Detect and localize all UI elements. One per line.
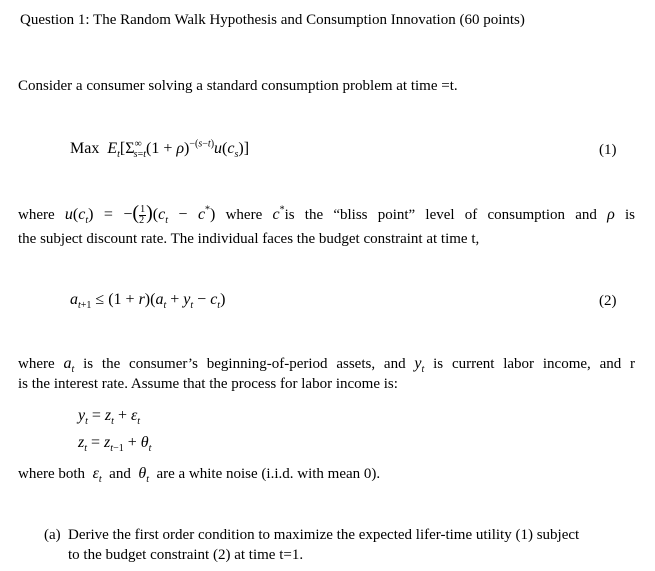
- equation-2-number: (2): [599, 293, 617, 309]
- assets-definition-line: where $a_t$ is the consumer’s beginning-of-period assets, and $y_t$ is current labor income, and r: [18, 355, 636, 376]
- part-a-line-2: to the budget constraint (2) at time t=1.: [68, 547, 304, 563]
- intro-text: Consider a consumer solving a standard consumption problem at time =t.: [18, 78, 458, 94]
- part-a-label: (a): [44, 527, 61, 543]
- equation-2: $a_{t+1} \le (1 + r)(a_t + y_t - c_t)$: [70, 291, 226, 312]
- equation-1: Max $E_t[\Sigma^\infty_{s=t}(1 + \rho)^{-(s-t)}u(c_s)]$: [70, 138, 250, 161]
- utility-definition-line: where $u(c_t)$ = −( $\frac{1}{2}$ )$(c_t - c^*)$ where c*is the “bliss point” level of consumption and ρ is: [18, 202, 636, 227]
- white-noise-line: where both $\varepsilon_t$ and $\theta_t$ are a white noise (i.i.d. with mean 0).: [18, 465, 381, 486]
- permanent-component-equation: $z_t = z_{t-1} + \theta_t$: [78, 434, 152, 455]
- question-title: Question 1: The Random Walk Hypothesis and Consumption Innovation (60 points): [20, 12, 525, 28]
- equation-1-number: (1): [599, 142, 617, 158]
- discount-rate-line: the subject discount rate. The individual faces the budget constraint at time t,: [18, 231, 480, 247]
- income-equation: $y_t = z_t + \varepsilon_t$: [78, 407, 141, 428]
- interest-rate-line: is the interest rate. Assume that the process for labor income is:: [18, 376, 398, 392]
- max-label: Max: [70, 140, 100, 157]
- part-a-line-1: Derive the first order condition to maximize the expected lifer-time utility (1) subject: [68, 527, 580, 543]
